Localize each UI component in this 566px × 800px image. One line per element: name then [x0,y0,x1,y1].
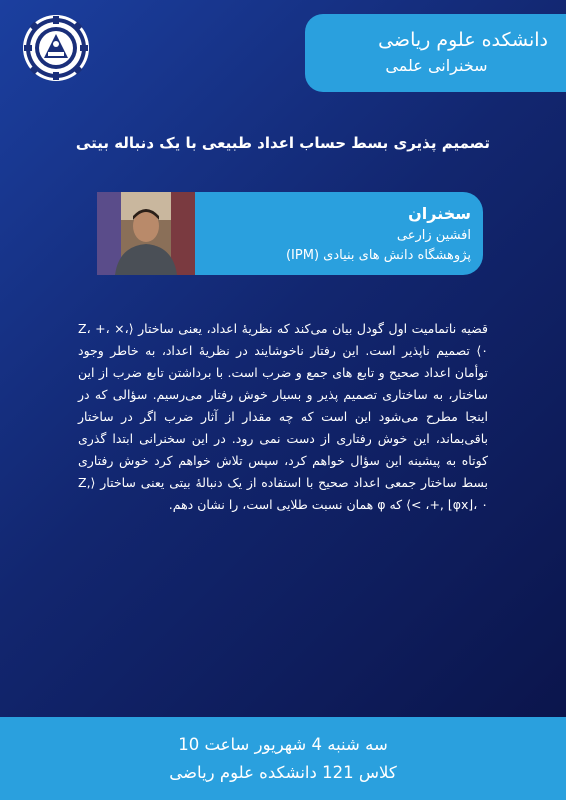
speaker-photo [97,192,195,275]
speaker-affiliation: پژوهشگاه دانش های بنیادی (IPM) [285,248,471,263]
university-logo-icon [22,14,90,82]
speaker-label: سخنران [408,204,471,223]
header-box [305,14,566,92]
faculty-title: دانشکده علوم ریاضی [378,29,548,51]
abstract-text: قضیه ناتمامیت اول گودل بیان می‌کند که نظریهٔ اعداد، یعنی ساختار ⟨Z، +، ×، ۰⟩ تصمیم ناپذیر است. این رفتار ناخوشایند در نظریهٔ اعداد، به خاطر وجود توأمان اعداد صحیح و تابع های جمع و ضرب است. با برداشتن تابع ضرب از این ساختار، به ساختاری تصمیم پذیر و بسیار خوش رفتار می‌رسیم. سؤالی که در اینجا مطرح می‌شود این است که چه مقدار از آثار ضرب اگر در ساختار باقی‌بماند، این خوش رفتاری از دست نمی رود. در این سخنرانی ابتدا گذری کوتاه به پیشینه این سؤال خواهم کرد، سپس تلاش خواهم کرد خوش رفتاری بسط ساختار جمعی اعداد صحیح با استفاده از یک دنبالهٔ بیتی یعنی ساختار ⟨Z, +, ⌊φx⌋، ۰، >⟩ که φ همان نسبت طلایی است، را نشان دهم. [78,321,489,512]
speaker-box [195,192,483,275]
event-type: سخنرانی علمی [385,56,488,75]
speaker-name: افشین زارعی [396,228,471,243]
event-location: کلاس 121 دانشکده علوم ریاضی [169,763,397,782]
footer-box [0,717,566,800]
talk-title: تصمیم پذیری بسط حساب اعداد طبیعی با یک دنباله بیتی [75,134,491,152]
event-datetime: سه شنبه 4 شهریور ساعت 10 [178,735,388,754]
